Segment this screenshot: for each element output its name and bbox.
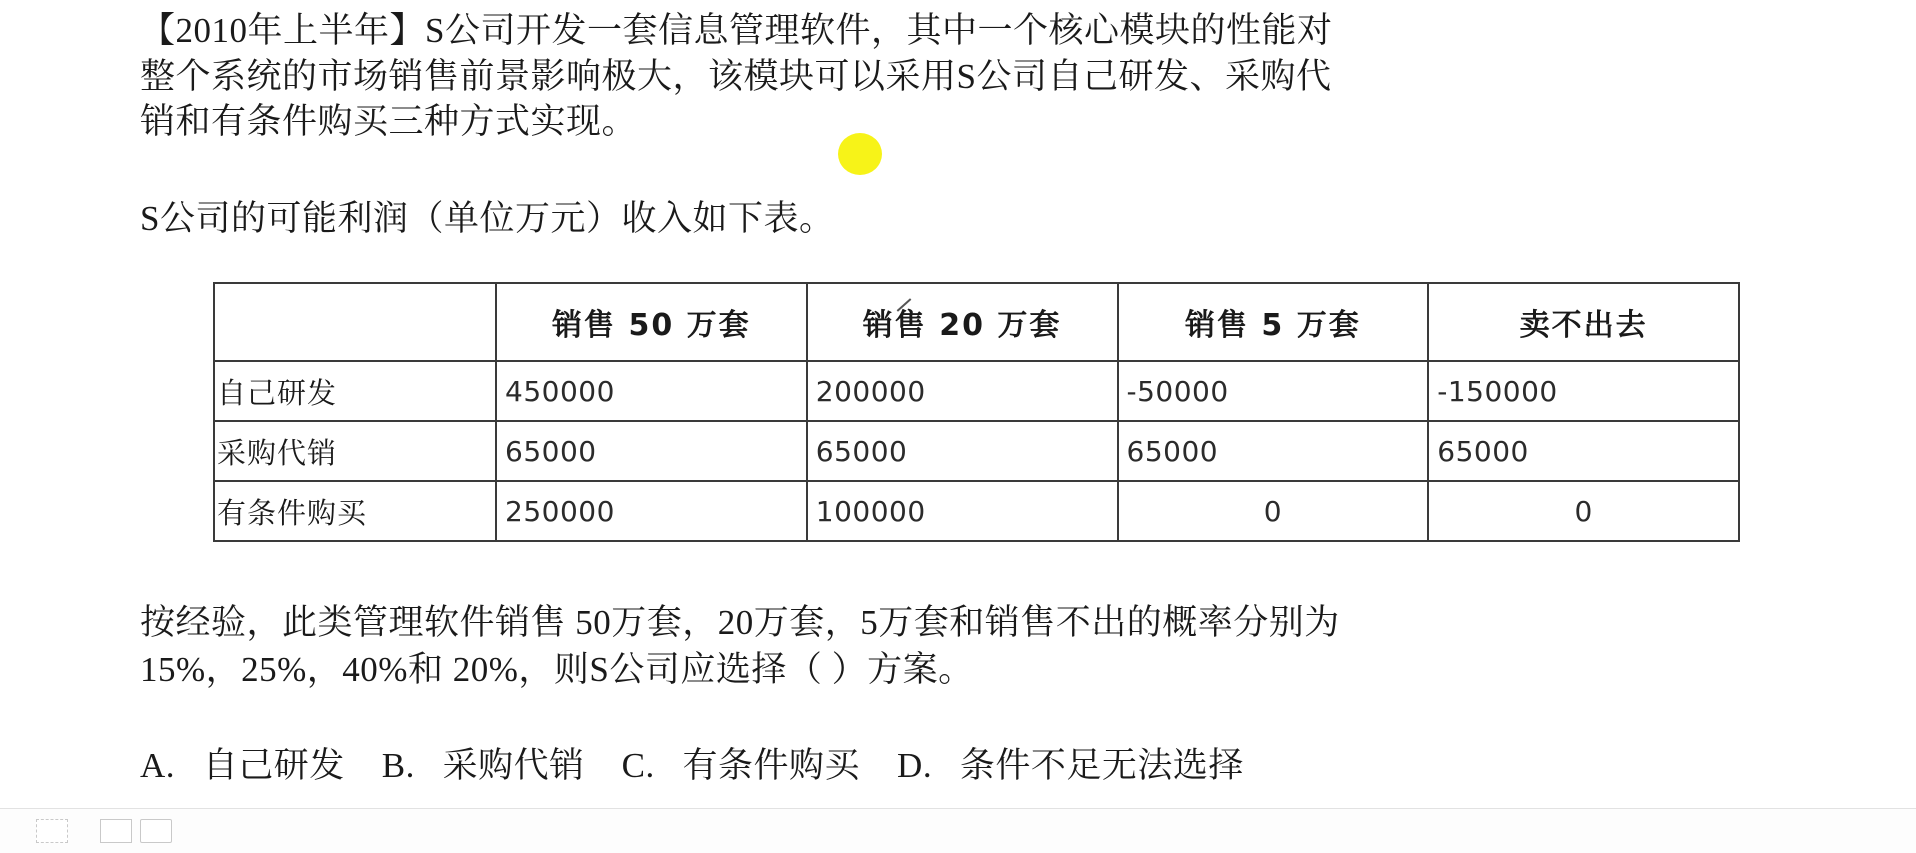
cell-purchase-agent-5: 65000 <box>1118 421 1429 481</box>
answer-options <box>140 738 1244 788</box>
option-a-text: 自己研发 <box>202 746 345 785</box>
option-d-text: 条件不足无法选择 <box>959 746 1244 785</box>
cell-self-develop-20: 200000 <box>807 361 1118 421</box>
cell-conditional-buy-unsold: 0 <box>1428 481 1739 541</box>
col-header-unsold: 卖不出去 <box>1428 283 1739 361</box>
row-header-self-develop: 自己研发 <box>214 361 496 421</box>
intro-line-2: 整个系统的市场销售前景影响极大，该模块可以采用S公司自己研发、采购代 <box>140 56 1332 96</box>
cell-conditional-buy-20: 100000 <box>807 481 1118 541</box>
col-header-sales-50: 销售 50 万套 <box>496 283 807 361</box>
table-corner-cell <box>214 283 496 361</box>
option-a-label: A. <box>140 746 176 785</box>
table-row <box>214 361 1739 421</box>
problem-line-2: 15%，25%，40%和 20%，则S公司应选择（ ）方案。 <box>140 649 974 689</box>
profit-table-wrapper <box>213 282 1740 542</box>
cell-self-develop-unsold: -150000 <box>1428 361 1739 421</box>
option-c-text: 有条件购买 <box>682 746 861 785</box>
bottom-thumbnail-strip <box>0 808 1916 853</box>
cell-purchase-agent-unsold: 65000 <box>1428 421 1739 481</box>
thumbnail-placeholder-2 <box>100 819 132 843</box>
yellow-highlight-dot <box>838 133 882 175</box>
thumbnail-placeholder-3 <box>140 819 172 843</box>
profit-table-head <box>214 283 1739 361</box>
option-b-label: B. <box>381 746 415 785</box>
intro-paragraph <box>140 8 1800 145</box>
profit-table-body <box>214 361 1739 541</box>
row-header-purchase-agent: 采购代销 <box>214 421 496 481</box>
col-header-sales-5: 销售 5 万套 <box>1118 283 1429 361</box>
intro-line-1: 【2010年上半年】S公司开发一套信息管理软件，其中一个核心模块的性能对 <box>140 11 1333 50</box>
table-row <box>214 481 1739 541</box>
cell-self-develop-5: -50000 <box>1118 361 1429 421</box>
cell-self-develop-50: 450000 <box>496 361 807 421</box>
intro-line-3: 销和有条件购买三种方式实现。 <box>140 102 638 141</box>
cell-purchase-agent-20: 65000 <box>807 421 1118 481</box>
option-c-label: C. <box>621 746 655 785</box>
cell-conditional-buy-5: 0 <box>1118 481 1429 541</box>
problem-line-1: 按经验，此类管理软件销售 50万套，20万套，5万套和销售不出的概率分别为 <box>140 603 1340 642</box>
option-b-text: 采购代销 <box>442 746 585 785</box>
problem-statement <box>140 600 1820 693</box>
option-d-label: D. <box>897 746 933 785</box>
row-header-conditional-buy: 有条件购买 <box>214 481 496 541</box>
cell-purchase-agent-50: 65000 <box>496 421 807 481</box>
cell-conditional-buy-50: 250000 <box>496 481 807 541</box>
thumbnail-placeholder-1 <box>36 819 68 843</box>
table-header-row <box>214 283 1739 361</box>
table-caption: S公司的可能利润（单位万元）收入如下表。 <box>140 199 835 238</box>
profit-table <box>213 282 1740 542</box>
table-row <box>214 421 1739 481</box>
col-header-sales-20: 销售 20 万套 <box>807 283 1118 361</box>
